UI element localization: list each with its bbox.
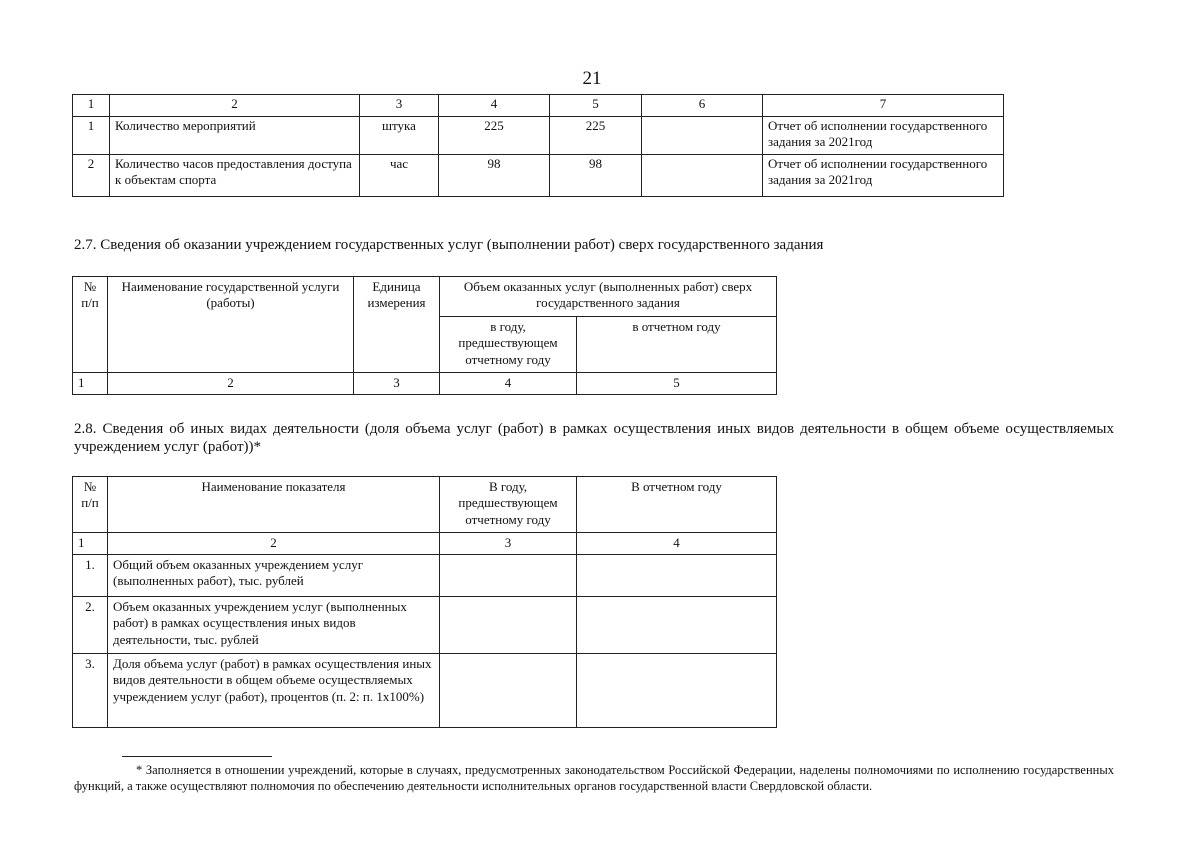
- numbering-cell: 1: [73, 373, 108, 395]
- value-cell: [577, 555, 777, 597]
- header-cell: 6: [642, 95, 763, 117]
- numbering-cell: 2: [108, 533, 440, 555]
- value-cell: [440, 597, 577, 654]
- header-cell: 4: [439, 95, 550, 117]
- table-header-row: [73, 95, 1004, 117]
- unit-cell: час: [360, 155, 439, 197]
- value-cell: 225: [550, 117, 642, 155]
- unit-cell: штука: [360, 117, 439, 155]
- numbering-cell: 3: [354, 373, 440, 395]
- row-number: 2: [73, 155, 110, 197]
- header-cell: 7: [763, 95, 1004, 117]
- col-report-year-header: в отчетном году: [577, 317, 777, 373]
- source-cell: Отчет об исполнении государственного задания за 2021год: [763, 155, 1004, 197]
- col-name-header: Наименование государственной услуги (работы): [108, 277, 354, 373]
- col-name-header: Наименование показателя: [108, 477, 440, 533]
- indicators-table: [72, 94, 1004, 197]
- extra-services-table: [72, 276, 777, 395]
- value-cell: [642, 155, 763, 197]
- numbering-cell: 4: [577, 533, 777, 555]
- value-cell: [642, 117, 763, 155]
- numbering-row: [73, 533, 777, 555]
- table-row: [73, 597, 777, 654]
- section-2-7-heading: 2.7. Сведения об оказании учреждением государственных услуг (выполнении работ) сверх государственного задания: [74, 237, 824, 253]
- footnote: * Заполняется в отношении учреждений, которые в случаях, предусмотренных законодательством Российской Федерации, наделены полномочиями по исполнению государственных функций, а также осуществляют полномочия по обеспечению деятельности исполнительных органов государственной власти Свердловской области.: [74, 763, 1114, 793]
- header-cell: 1: [73, 95, 110, 117]
- col-report-year-header: В отчетном году: [577, 477, 777, 533]
- table-row: [73, 555, 777, 597]
- row-number: 1.: [73, 555, 108, 597]
- indicator-name: Объем оказанных учреждением услуг (выполненных работ) в рамках осуществления иных видов деятельности, тыс. рублей: [108, 597, 440, 654]
- header-cell: 2: [110, 95, 360, 117]
- col-prev-year-header: в году, предшествующем отчетному году: [440, 317, 577, 373]
- value-cell: 98: [550, 155, 642, 197]
- source-cell: Отчет об исполнении государственного задания за 2021год: [763, 117, 1004, 155]
- numbering-cell: 2: [108, 373, 354, 395]
- numbering-cell: 4: [440, 373, 577, 395]
- numbering-cell: 1: [73, 533, 108, 555]
- indicator-name: Доля объема услуг (работ) в рамках осуществления иных видов деятельности в общем объеме осуществляемых учреждением услуг (работ), процентов (п. 2: п. 1х100%): [108, 654, 440, 728]
- col-volume-header: Объем оказанных услуг (выполненных работ) сверх государственного задания: [440, 277, 777, 317]
- indicator-name: Общий объем оказанных учреждением услуг (выполненных работ), тыс. рублей: [108, 555, 440, 597]
- col-num-header: № п/п: [73, 277, 108, 373]
- value-cell: [577, 654, 777, 728]
- numbering-row: [73, 373, 777, 395]
- table-header-row: [73, 277, 777, 317]
- page-number: 21: [582, 68, 602, 89]
- row-number: 1: [73, 117, 110, 155]
- footnote-divider: [122, 756, 272, 757]
- value-cell: [440, 555, 577, 597]
- header-cell: 3: [360, 95, 439, 117]
- value-cell: 98: [439, 155, 550, 197]
- section-2-8-heading: 2.8. Сведения об иных видах деятельности (доля объема услуг (работ) в рамках осуществления иных видов деятельности в общем объеме осуществляемых учреждением услуг (работ))*: [74, 421, 1114, 456]
- numbering-cell: 3: [440, 533, 577, 555]
- row-number: 3.: [73, 654, 108, 728]
- table-row: [73, 155, 1004, 197]
- table-row: [73, 654, 777, 728]
- col-num-header: № п/п: [73, 477, 108, 533]
- table-header-row: [73, 477, 777, 533]
- numbering-cell: 5: [577, 373, 777, 395]
- table-row: [73, 117, 1004, 155]
- row-number: 2.: [73, 597, 108, 654]
- value-cell: 225: [439, 117, 550, 155]
- value-cell: [577, 597, 777, 654]
- indicator-name: Количество мероприятий: [110, 117, 360, 155]
- other-activities-table: [72, 476, 777, 728]
- col-unit-header: Единица измерения: [354, 277, 440, 373]
- header-cell: 5: [550, 95, 642, 117]
- indicator-name: Количество часов предоставления доступа к объектам спорта: [110, 155, 360, 197]
- value-cell: [440, 654, 577, 728]
- col-prev-year-header: В году, предшествующем отчетному году: [440, 477, 577, 533]
